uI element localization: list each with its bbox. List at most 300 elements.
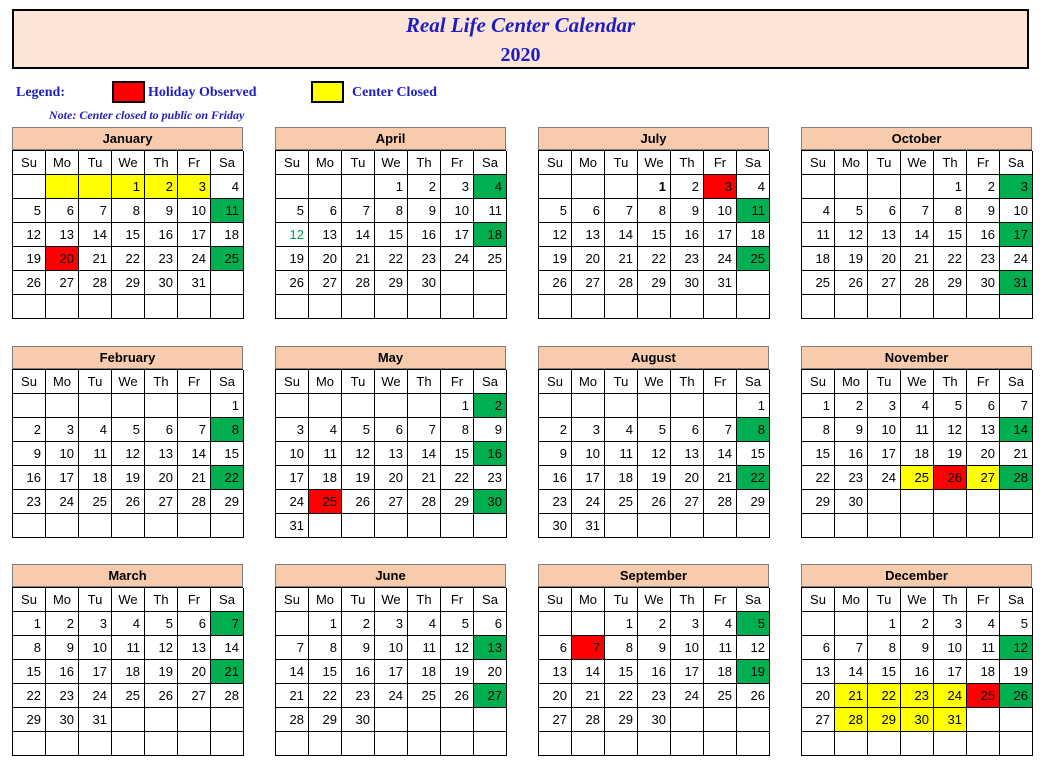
day-cell: 25 (474, 247, 507, 271)
day-cell: 8 (309, 636, 342, 660)
day-cell: 22 (211, 466, 244, 490)
day-cell: 9 (967, 199, 1000, 223)
day-cell: 15 (112, 223, 145, 247)
weekday-header: Th (671, 370, 704, 394)
weekday-header: Th (145, 588, 178, 612)
month-november (801, 346, 1032, 538)
empty-cell (802, 175, 835, 199)
empty-cell (967, 490, 1000, 514)
day-cell: 29 (13, 708, 46, 732)
day-cell: 14 (835, 660, 868, 684)
month-july (538, 127, 769, 319)
day-cell: 9 (539, 442, 572, 466)
empty-cell (46, 394, 79, 418)
day-cell: 13 (178, 636, 211, 660)
empty-cell (13, 514, 46, 538)
month-grid (801, 587, 1032, 756)
day-cell: 26 (13, 271, 46, 295)
day-cell: 12 (539, 223, 572, 247)
day-cell: 3 (572, 418, 605, 442)
month-title: August (538, 346, 769, 369)
weekday-header: Fr (178, 370, 211, 394)
empty-cell (211, 271, 244, 295)
weekday-header: Su (539, 370, 572, 394)
day-cell: 14 (79, 223, 112, 247)
empty-cell (79, 175, 112, 199)
empty-cell (474, 271, 507, 295)
day-cell: 25 (408, 684, 441, 708)
weekday-header: Fr (441, 151, 474, 175)
day-cell: 25 (967, 684, 1000, 708)
day-cell: 18 (408, 660, 441, 684)
empty-cell (211, 732, 244, 756)
day-cell: 30 (967, 271, 1000, 295)
empty-cell (46, 295, 79, 319)
empty-cell (835, 514, 868, 538)
month-title: June (275, 564, 506, 587)
empty-cell (605, 175, 638, 199)
day-cell: 11 (967, 636, 1000, 660)
day-cell: 18 (474, 223, 507, 247)
day-cell: 12 (13, 223, 46, 247)
day-cell: 23 (671, 247, 704, 271)
day-cell: 8 (605, 636, 638, 660)
day-cell: 20 (802, 684, 835, 708)
empty-cell (638, 514, 671, 538)
day-cell: 27 (572, 271, 605, 295)
empty-cell (802, 732, 835, 756)
empty-cell (671, 514, 704, 538)
day-cell: 1 (605, 612, 638, 636)
day-cell: 11 (211, 199, 244, 223)
day-cell: 12 (737, 636, 770, 660)
month-grid (538, 587, 769, 756)
month-title: November (801, 346, 1032, 369)
day-cell: 18 (605, 466, 638, 490)
day-cell: 3 (441, 175, 474, 199)
empty-cell (901, 514, 934, 538)
day-cell: 28 (342, 271, 375, 295)
empty-cell (474, 514, 507, 538)
weekday-header: Th (145, 370, 178, 394)
day-cell: 19 (276, 247, 309, 271)
day-cell: 4 (901, 394, 934, 418)
empty-cell (671, 394, 704, 418)
legend-label: Legend: (16, 85, 65, 100)
day-cell: 16 (474, 442, 507, 466)
day-cell: 31 (178, 271, 211, 295)
empty-cell (605, 514, 638, 538)
day-cell: 25 (112, 684, 145, 708)
day-cell: 22 (309, 684, 342, 708)
day-cell: 24 (572, 490, 605, 514)
day-cell: 15 (605, 660, 638, 684)
day-cell: 21 (178, 466, 211, 490)
empty-cell (1000, 708, 1033, 732)
weekday-header: Mo (46, 588, 79, 612)
empty-cell (605, 295, 638, 319)
calendar-year: 2020 (500, 44, 541, 66)
day-cell: 20 (309, 247, 342, 271)
day-cell: 2 (13, 418, 46, 442)
day-cell: 26 (737, 684, 770, 708)
day-cell: 19 (342, 466, 375, 490)
weekday-header: Tu (342, 370, 375, 394)
empty-cell (79, 732, 112, 756)
day-cell: 3 (375, 612, 408, 636)
day-cell: 28 (276, 708, 309, 732)
weekday-header: We (638, 370, 671, 394)
empty-cell (737, 708, 770, 732)
day-cell: 6 (46, 199, 79, 223)
day-cell: 6 (474, 612, 507, 636)
day-cell: 28 (178, 490, 211, 514)
empty-cell (802, 295, 835, 319)
month-grid (12, 369, 243, 538)
day-cell: 6 (539, 636, 572, 660)
empty-cell (79, 295, 112, 319)
day-cell: 11 (112, 636, 145, 660)
weekday-header: Tu (79, 370, 112, 394)
weekday-header: Fr (704, 370, 737, 394)
empty-cell (276, 295, 309, 319)
empty-cell (934, 295, 967, 319)
empty-cell (737, 295, 770, 319)
day-cell: 17 (46, 466, 79, 490)
empty-cell (342, 394, 375, 418)
day-cell: 8 (737, 418, 770, 442)
empty-cell (572, 175, 605, 199)
legend-note: Note: Center closed to public on Friday (49, 108, 245, 122)
day-cell: 27 (178, 684, 211, 708)
day-cell: 10 (1000, 199, 1033, 223)
weekday-header: Su (13, 151, 46, 175)
day-cell: 28 (835, 708, 868, 732)
day-cell: 10 (934, 636, 967, 660)
day-cell: 9 (13, 442, 46, 466)
weekday-header: Sa (1000, 588, 1033, 612)
empty-cell (835, 175, 868, 199)
empty-cell (441, 732, 474, 756)
day-cell: 15 (211, 442, 244, 466)
empty-cell (671, 732, 704, 756)
day-cell: 27 (539, 708, 572, 732)
day-cell: 10 (572, 442, 605, 466)
day-cell: 3 (671, 612, 704, 636)
day-cell: 6 (145, 418, 178, 442)
day-cell: 7 (211, 612, 244, 636)
day-cell: 29 (638, 271, 671, 295)
empty-cell (178, 514, 211, 538)
holiday-swatch (112, 81, 145, 103)
weekday-header: Sa (474, 588, 507, 612)
day-cell: 17 (704, 223, 737, 247)
empty-cell (342, 295, 375, 319)
empty-cell (539, 732, 572, 756)
weekday-header: Mo (46, 151, 79, 175)
weekday-header: Fr (441, 588, 474, 612)
day-cell: 16 (46, 660, 79, 684)
day-cell: 23 (967, 247, 1000, 271)
weekday-header: We (901, 151, 934, 175)
day-cell: 4 (605, 418, 638, 442)
weekday-header: We (375, 151, 408, 175)
day-cell: 26 (638, 490, 671, 514)
weekday-header: Tu (605, 151, 638, 175)
empty-cell (539, 394, 572, 418)
day-cell: 20 (868, 247, 901, 271)
day-cell: 21 (276, 684, 309, 708)
day-cell: 9 (901, 636, 934, 660)
month-grid (538, 369, 769, 538)
day-cell: 5 (1000, 612, 1033, 636)
day-cell: 4 (112, 612, 145, 636)
weekday-header: Su (539, 151, 572, 175)
month-march (12, 564, 243, 756)
month-grid (275, 150, 506, 319)
empty-cell (112, 295, 145, 319)
weekday-header: Mo (835, 370, 868, 394)
empty-cell (309, 295, 342, 319)
day-cell: 9 (408, 199, 441, 223)
day-cell: 10 (178, 199, 211, 223)
day-cell: 20 (178, 660, 211, 684)
day-cell: 12 (276, 223, 309, 247)
day-cell: 13 (375, 442, 408, 466)
day-cell: 6 (967, 394, 1000, 418)
day-cell: 7 (901, 199, 934, 223)
day-cell: 24 (276, 490, 309, 514)
day-cell: 18 (802, 247, 835, 271)
weekday-header: Su (13, 370, 46, 394)
weekday-header: Su (802, 370, 835, 394)
day-cell: 17 (441, 223, 474, 247)
weekday-header: Sa (737, 370, 770, 394)
day-cell: 29 (934, 271, 967, 295)
empty-cell (342, 732, 375, 756)
day-cell: 7 (1000, 394, 1033, 418)
day-cell: 30 (638, 708, 671, 732)
month-title: March (12, 564, 243, 587)
day-cell: 10 (441, 199, 474, 223)
empty-cell (737, 514, 770, 538)
day-cell: 1 (868, 612, 901, 636)
weekday-header: Sa (474, 370, 507, 394)
day-cell: 24 (79, 684, 112, 708)
calendar-header (12, 9, 1029, 69)
day-cell: 15 (375, 223, 408, 247)
empty-cell (441, 708, 474, 732)
day-cell: 3 (178, 175, 211, 199)
day-cell: 5 (539, 199, 572, 223)
day-cell: 24 (375, 684, 408, 708)
weekday-header: Mo (572, 151, 605, 175)
day-cell: 16 (342, 660, 375, 684)
day-cell: 20 (145, 466, 178, 490)
day-cell: 5 (737, 612, 770, 636)
weekday-header: Su (802, 151, 835, 175)
day-cell: 19 (441, 660, 474, 684)
month-title: October (801, 127, 1032, 150)
day-cell: 31 (276, 514, 309, 538)
day-cell: 13 (145, 442, 178, 466)
day-cell: 22 (441, 466, 474, 490)
day-cell: 5 (276, 199, 309, 223)
day-cell: 16 (671, 223, 704, 247)
weekday-header: Fr (967, 370, 1000, 394)
day-cell: 22 (934, 247, 967, 271)
empty-cell (211, 708, 244, 732)
empty-cell (276, 175, 309, 199)
empty-cell (145, 514, 178, 538)
day-cell: 17 (178, 223, 211, 247)
day-cell: 23 (835, 466, 868, 490)
day-cell: 19 (1000, 660, 1033, 684)
month-february (12, 346, 243, 538)
day-cell: 24 (671, 684, 704, 708)
day-cell: 11 (704, 636, 737, 660)
empty-cell (1000, 295, 1033, 319)
day-cell: 1 (13, 612, 46, 636)
day-cell: 20 (46, 247, 79, 271)
weekday-header: Th (671, 151, 704, 175)
day-cell: 31 (934, 708, 967, 732)
day-cell: 12 (835, 223, 868, 247)
day-cell: 3 (934, 612, 967, 636)
day-cell: 14 (178, 442, 211, 466)
weekday-header: Mo (835, 151, 868, 175)
weekday-header: Th (671, 588, 704, 612)
day-cell: 8 (211, 418, 244, 442)
day-cell: 11 (802, 223, 835, 247)
weekday-header: Sa (1000, 370, 1033, 394)
empty-cell (145, 295, 178, 319)
day-cell: 17 (572, 466, 605, 490)
day-cell: 19 (638, 466, 671, 490)
weekday-header: Fr (967, 151, 1000, 175)
day-cell: 23 (474, 466, 507, 490)
day-cell: 27 (309, 271, 342, 295)
weekday-header: Sa (737, 151, 770, 175)
empty-cell (539, 295, 572, 319)
day-cell: 2 (638, 612, 671, 636)
empty-cell (868, 514, 901, 538)
empty-cell (13, 394, 46, 418)
day-cell: 21 (211, 660, 244, 684)
day-cell: 5 (638, 418, 671, 442)
day-cell: 18 (112, 660, 145, 684)
empty-cell (802, 514, 835, 538)
day-cell: 8 (934, 199, 967, 223)
day-cell: 13 (868, 223, 901, 247)
empty-cell (967, 708, 1000, 732)
day-cell: 21 (704, 466, 737, 490)
day-cell: 22 (112, 247, 145, 271)
day-cell: 30 (145, 271, 178, 295)
day-cell: 7 (835, 636, 868, 660)
day-cell: 16 (967, 223, 1000, 247)
empty-cell (737, 271, 770, 295)
empty-cell (112, 514, 145, 538)
day-cell: 2 (539, 418, 572, 442)
weekday-header: Th (408, 370, 441, 394)
empty-cell (671, 708, 704, 732)
day-cell: 11 (901, 418, 934, 442)
weekday-header: We (112, 370, 145, 394)
empty-cell (276, 612, 309, 636)
day-cell: 18 (211, 223, 244, 247)
day-cell: 13 (539, 660, 572, 684)
empty-cell (79, 514, 112, 538)
day-cell: 29 (309, 708, 342, 732)
weekday-header: Tu (605, 370, 638, 394)
empty-cell (178, 708, 211, 732)
empty-cell (276, 394, 309, 418)
month-august (538, 346, 769, 538)
weekday-header: Fr (967, 588, 1000, 612)
day-cell: 18 (79, 466, 112, 490)
day-cell: 15 (737, 442, 770, 466)
weekday-header: Fr (704, 588, 737, 612)
day-cell: 23 (638, 684, 671, 708)
weekday-header: Tu (868, 588, 901, 612)
empty-cell (112, 732, 145, 756)
empty-cell (901, 732, 934, 756)
empty-cell (112, 708, 145, 732)
day-cell: 27 (868, 271, 901, 295)
day-cell: 4 (408, 612, 441, 636)
day-cell: 30 (342, 708, 375, 732)
day-cell: 11 (737, 199, 770, 223)
empty-cell (211, 295, 244, 319)
day-cell: 2 (901, 612, 934, 636)
day-cell: 12 (1000, 636, 1033, 660)
weekday-header: Fr (441, 370, 474, 394)
day-cell: 22 (13, 684, 46, 708)
day-cell: 26 (145, 684, 178, 708)
month-grid (801, 369, 1032, 538)
weekday-header: Su (539, 588, 572, 612)
day-cell: 30 (408, 271, 441, 295)
day-cell: 4 (474, 175, 507, 199)
empty-cell (13, 295, 46, 319)
empty-cell (934, 732, 967, 756)
weekday-header: Tu (342, 151, 375, 175)
weekday-header: Mo (835, 588, 868, 612)
day-cell: 17 (276, 466, 309, 490)
day-cell: 1 (211, 394, 244, 418)
day-cell: 10 (868, 418, 901, 442)
weekday-header: Tu (79, 151, 112, 175)
empty-cell (934, 490, 967, 514)
month-grid (12, 150, 243, 319)
empty-cell (13, 732, 46, 756)
day-cell: 19 (835, 247, 868, 271)
day-cell: 15 (868, 660, 901, 684)
day-cell: 28 (408, 490, 441, 514)
day-cell: 13 (46, 223, 79, 247)
day-cell: 3 (46, 418, 79, 442)
weekday-header: Sa (474, 151, 507, 175)
day-cell: 25 (79, 490, 112, 514)
weekday-header: Mo (46, 370, 79, 394)
day-cell: 27 (46, 271, 79, 295)
weekday-header: We (112, 151, 145, 175)
day-cell: 8 (868, 636, 901, 660)
day-cell: 26 (342, 490, 375, 514)
day-cell: 13 (671, 442, 704, 466)
day-cell: 19 (737, 660, 770, 684)
